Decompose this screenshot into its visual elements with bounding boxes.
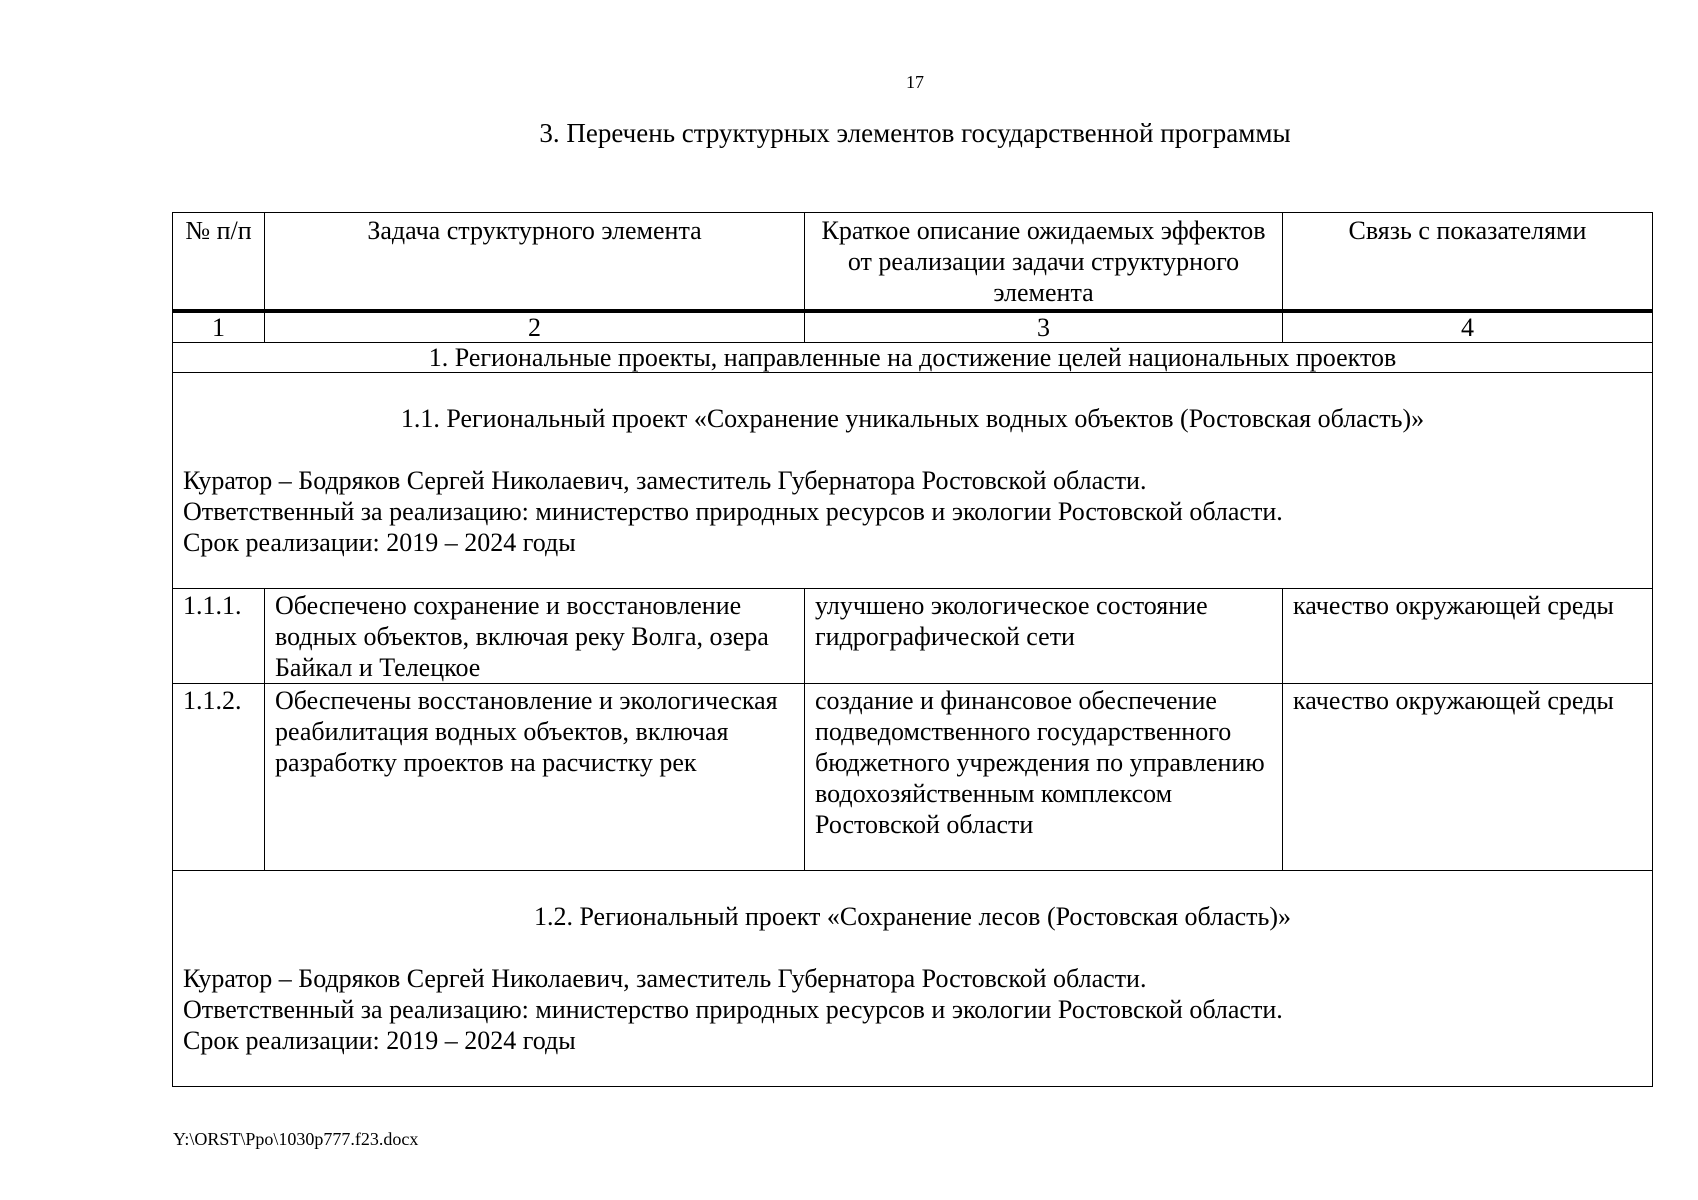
project-curator: Куратор – Бодряков Сергей Николаевич, заместитель Губернатора Ростовской области. <box>183 964 1147 993</box>
document-title: 3. Перечень структурных элементов государственной программы <box>539 118 1291 148</box>
project-cell <box>173 373 1653 589</box>
project-responsible: Ответственный за реализацию: министерство природных ресурсов и экологии Ростовской области. <box>183 497 1283 526</box>
row-number: 1.1.1. <box>173 589 265 684</box>
project-cell <box>173 871 1653 1087</box>
header-number: № п/п <box>173 213 265 312</box>
section-row <box>173 343 1653 373</box>
table-row <box>173 684 1653 871</box>
row-indicator: качество окружающей среды <box>1283 589 1653 684</box>
section-title: 1. Региональные проекты, направленные на достижение целей национальных проектов <box>173 343 1653 373</box>
row-indicator: качество окружающей среды <box>1283 684 1653 871</box>
table-header-row <box>173 213 1653 312</box>
project-curator: Куратор – Бодряков Сергей Николаевич, заместитель Губернатора Ростовской области. <box>183 466 1147 495</box>
page-number: 17 <box>906 72 924 92</box>
row-effect: улучшено экологическое состояние гидрографической сети <box>805 589 1283 684</box>
table-row <box>173 589 1653 684</box>
header-effect: Краткое описание ожидаемых эффектов от реализации задачи структурного элемента <box>805 213 1283 312</box>
project-title: 1.1. Региональный проект «Сохранение уникальных водных объектов (Ростовская область)» <box>400 404 1425 433</box>
header-indicator: Связь с показателями <box>1283 213 1653 312</box>
header-task: Задача структурного элемента <box>265 213 805 312</box>
column-number: 3 <box>805 311 1283 343</box>
project-responsible: Ответственный за реализацию: министерство природных ресурсов и экологии Ростовской области. <box>183 995 1283 1024</box>
column-number-row <box>173 311 1653 343</box>
row-number: 1.1.2. <box>173 684 265 871</box>
project-term: Срок реализации: 2019 – 2024 годы <box>183 1026 576 1055</box>
row-effect: создание и финансовое обеспечение подведомственного государственного бюджетного учреждения по управлению водохозяйственным комплексом Ростовской области <box>805 684 1283 871</box>
row-task: Обеспечено сохранение и восстановление водных объектов, включая реку Волга, озера Байкал и Телецкое <box>265 589 805 684</box>
project-term: Срок реализации: 2019 – 2024 годы <box>183 528 576 557</box>
project-row <box>173 373 1653 589</box>
column-number: 2 <box>265 311 805 343</box>
project-title: 1.2. Региональный проект «Сохранение лесов (Ростовская область)» <box>533 902 1292 931</box>
file-path-footer: Y:\ORST\Ppo\1030p777.f23.docx <box>173 1129 419 1149</box>
row-task: Обеспечены восстановление и экологическая реабилитация водных объектов, включая разработку проектов на расчистку рек <box>265 684 805 871</box>
column-number: 4 <box>1283 311 1653 343</box>
structural-elements-table <box>172 212 1653 1087</box>
project-row <box>173 871 1653 1087</box>
column-number: 1 <box>173 311 265 343</box>
